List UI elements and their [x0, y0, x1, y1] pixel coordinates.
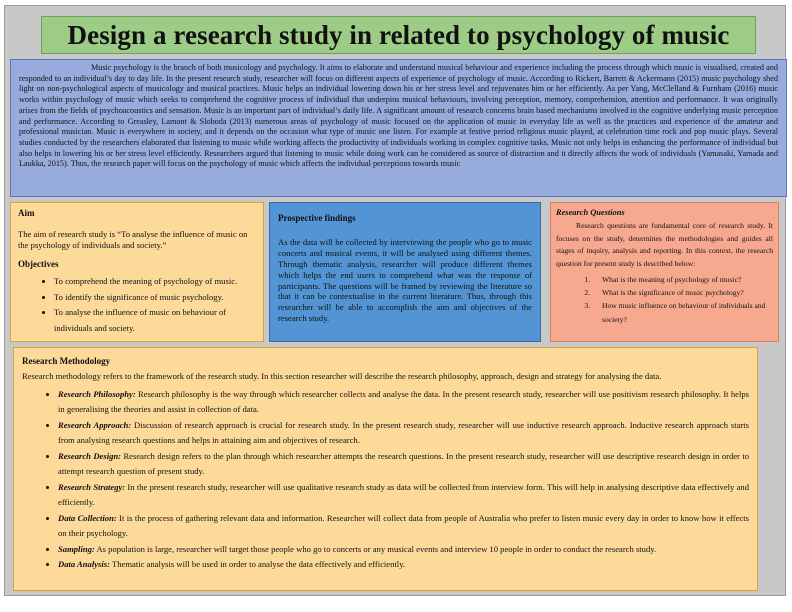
- research-questions-heading: Research Questions: [556, 208, 625, 217]
- list-item: [58, 449, 749, 480]
- research-questions-text: Research questions are fundamental core of research study. It focuses on the study, determines the methodologies and guides all stages of inquiry, analysis and reporting. In this context, the research question for present study is described below:: [556, 220, 773, 269]
- methodology-text: Research design refers to the plan through which researcher attempts the research questions. In the present research study, researcher will use descriptive research design in order to attempt research question of present study.: [58, 450, 750, 476]
- list-item: [58, 557, 749, 573]
- list-item: • To comprehend the meaning of psychology of music.: [54, 274, 256, 290]
- list-item: • To analyse the influence of music on behaviour of individuals and society.: [54, 305, 256, 336]
- list-item: [58, 542, 749, 558]
- aim-text: The aim of research study is “To analyse the influence of music on the psychology of individuals and society.”: [18, 229, 248, 250]
- methodology-label: Research Design:: [58, 450, 122, 461]
- aim-card: [10, 202, 264, 342]
- intro-section: [10, 59, 787, 197]
- research-questions-card: [550, 202, 779, 342]
- methodology-label: Research Philosophy:: [58, 388, 136, 399]
- list-item: [58, 480, 749, 511]
- objectives-list: [18, 274, 256, 336]
- methodology-card: [13, 347, 758, 591]
- methodology-label: Sampling:: [58, 543, 95, 554]
- methodology-heading: Research Methodology: [22, 356, 111, 366]
- methodology-list: [22, 387, 749, 573]
- findings-card: [269, 202, 541, 342]
- methodology-label: Data Analysis:: [58, 559, 110, 569]
- methodology-text: In the present research study, researcher will use qualitative research study as data will be collected from interview form. This will help in analysing descriptive data effectively and efficiently.: [58, 481, 750, 507]
- methodology-intro: Research methodology refers to the framework of the research study. In this section researcher will describe the research philosophy, approach, design and strategy for analysing the data.: [22, 371, 662, 381]
- list-item: [58, 511, 749, 542]
- methodology-label: Research Approach:: [58, 419, 132, 430]
- objectives-heading: Objectives: [18, 259, 59, 269]
- list-item: 3. How music influence on behaviour of individuals and society?: [592, 299, 773, 325]
- list-item: [58, 418, 749, 449]
- title-banner: [41, 16, 756, 54]
- list-item: [58, 387, 749, 418]
- methodology-label: Data Collection:: [58, 512, 117, 523]
- aim-heading: Aim: [18, 208, 35, 218]
- findings-heading: Prospective findings: [278, 213, 356, 223]
- list-item: • To identify the significance of music psychology.: [54, 290, 256, 306]
- methodology-label: Research Strategy:: [58, 481, 126, 492]
- methodology-text: Thematic analysis will be used in order to analyse the data effectively and efficiently.: [109, 559, 406, 569]
- methodology-text: Research philosophy is the way through which researcher collects and analyse the data. In the present research study, researcher will use positivism research philosophy. It helps in generalising the theories and assist in collection of data.: [58, 388, 749, 414]
- findings-text: As the data will be collected by interviewing the people who go to music concerts and musical events, it will be analysed using different themes. Through thematic analysis, researcher will produce different themes which helps the end users to comprehend what was the response of participants. The questions will be framed by reviewing the literature so that it can be contextualise in the current literature. Thus, through this researcher will be able to accomplish the aim and objectives of the research study.: [278, 236, 532, 324]
- list-item: 1. What is the meaning of psychology of music?: [592, 273, 773, 286]
- research-questions-list: [556, 273, 773, 326]
- page-title: Design a research study in related to psychology of music: [67, 19, 730, 50]
- methodology-text: It is the process of gathering relevant data and information. Researcher will collect data from people of Australia who prefer to listen music every day in order to know how it effects on their psychology.: [58, 512, 749, 538]
- poster: [4, 5, 786, 596]
- intro-text: Music psychology is the branch of both musicology and psychology. It aims to elaborate and understand musical behaviour and experience including the process through which music is visualised, created and responded to an individual’s day to day life. In the present research study, researcher will focus on different aspects of experience of psychology of music. According to Rickert, Barrett & Ackermann (2015) music psychology shed light on non-psychological aspects of musicology and musical practices. Music helps an individual lowering down his or her stress level and rejuvenates him or her efficiently. As per Yang, McClelland & Furnham (2016) music works within psychology of music which seeks to comprehend the cognitive process of individual that underpins musical behaviours, involving perception, memory, comprehension, attention and performance. It was originally arises from the fields of psychoacoustics and sensation. Music is an important part of individual’s daily life. A significant amount of research concerns brain based mechanisms involved in the cognitive underlying music perception and performance. According to Greasley, Lamont & Sloboda (2013) numerous areas of psychology of music focused on the application of music in everyday life as well as the practices and experience of the amateur and professional musician. Music is everywhere in society, and it depends on the occasion what type of music one listen. For example at festive period religious music played, at celebration time rock and pop music plays. Several studies conducted by the researchers elaborated that listening to music while working affects the productivity of individuals working in complex cognitive tasks. Music not only helps in enhancing the performance of individual but also helps in lowering his or her stress level efficiently. Researchers argued that listening to music while doing work can be considered as source of distraction and it directly affects the work of individuals (Yamasaki, Yamada and Laukka, 2015). Thus, the research paper will focus on the psychology of music which affects the individual perceptions towards music: [19, 63, 778, 169]
- list-item: 2. What is the significance of music psychology?: [592, 286, 773, 299]
- methodology-text: Discussion of research approach is crucial for research study. In the present research study, researcher will use inductive research approach. Inductive research approach starts from analysing research questions and helps in attaining aim and objectives of research.: [58, 419, 749, 445]
- methodology-text: As population is large, researcher will target those people who go to concerts or any musical events and interview 10 people in order to conduct the research study.: [94, 543, 657, 554]
